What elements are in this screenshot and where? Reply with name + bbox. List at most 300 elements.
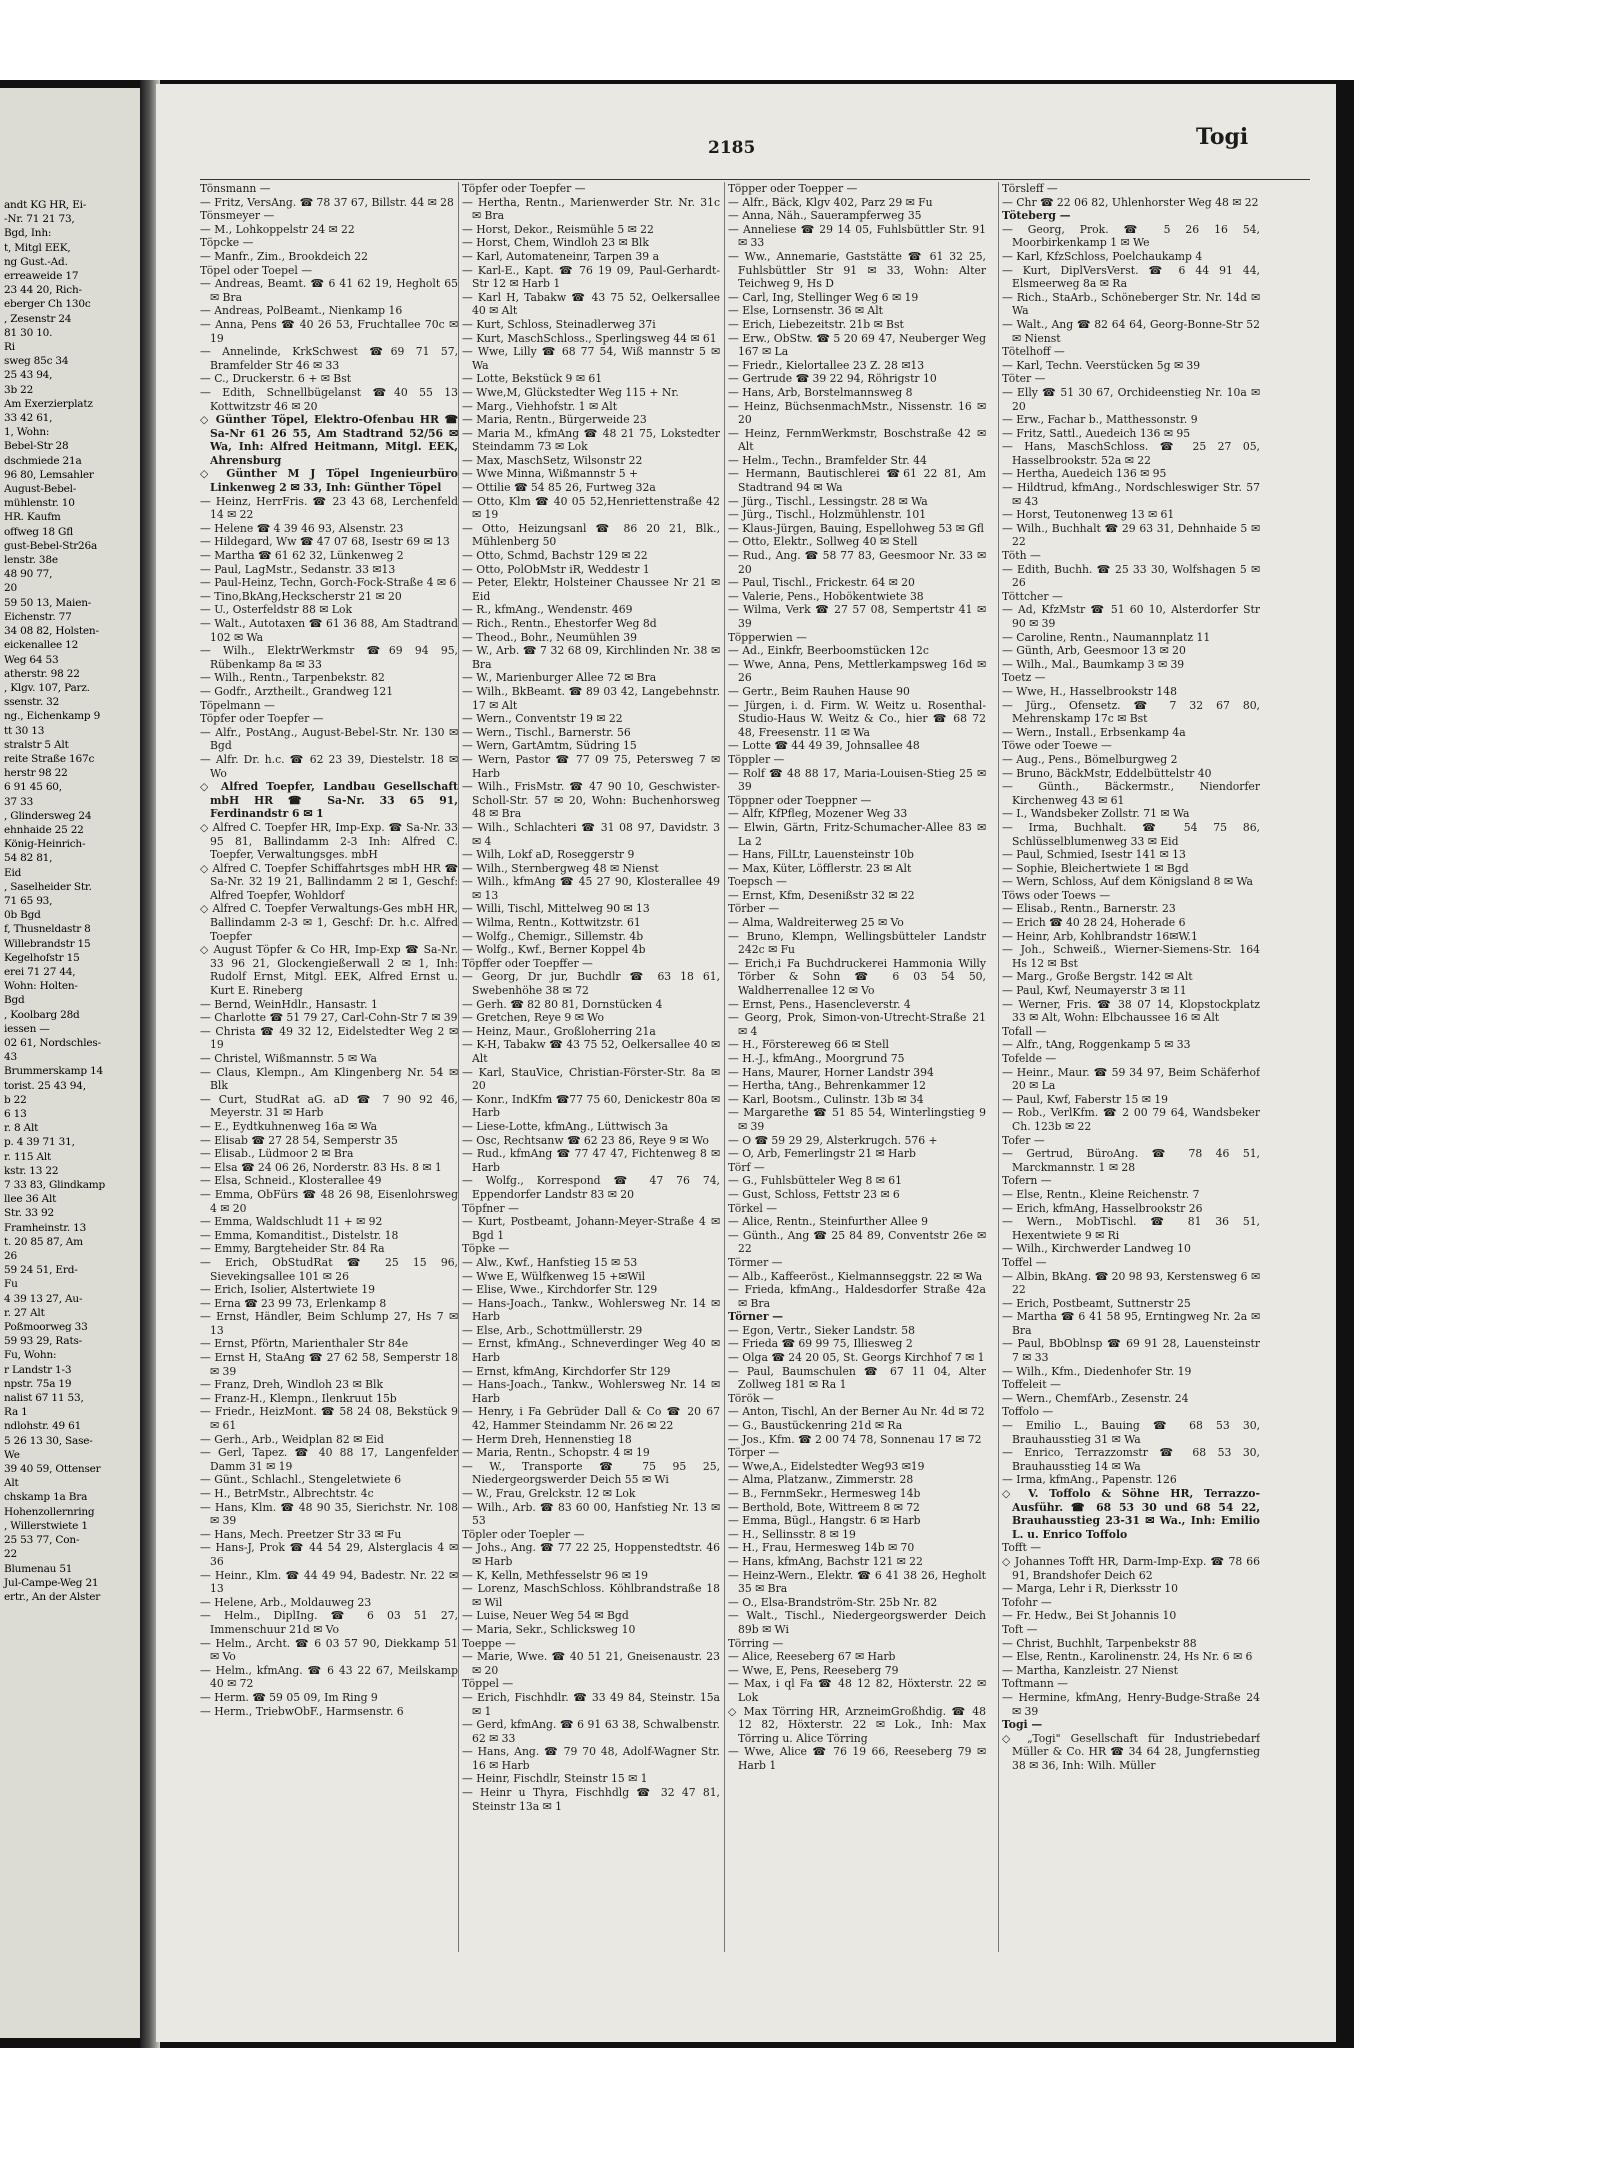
directory-entry: — Claus, Klempn., Am Klingenberg Nr. 54 ✉ Blk	[200, 1065, 458, 1093]
previous-page-line: ehnhaide 25 22	[4, 823, 84, 836]
previous-page-line: , Koolbarg 28d	[4, 1008, 80, 1021]
directory-entry: — Maria, Sekr., Schlicksweg 10	[462, 1622, 636, 1636]
directory-entry: — Erich, Liebezeitstr. 21b ✉ Bst	[728, 317, 904, 331]
directory-entry: — Hans, kfmAng, Bachstr 121 ✉ 22	[728, 1554, 923, 1568]
directory-entry: Toffel —	[1002, 1255, 1047, 1269]
directory-entry: — Bruno, Klempn, Wellingsbütteler Landstr 242c ✉ Fu	[728, 929, 986, 957]
directory-entry: — Ernst H, StaAng ☎ 27 62 58, Semperstr 18 ✉ 39	[200, 1351, 458, 1378]
previous-page-line: nalist 67 11 53,	[4, 1392, 84, 1405]
directory-entry: — Rud., Ang. ☎ 58 77 83, Geesmoor Nr. 33 ✉ 20	[728, 549, 986, 576]
previous-page-line: 81 30 10.	[4, 326, 53, 339]
directory-entry: Török —	[728, 1391, 774, 1405]
directory-entry: — Heinz, HerrFris. ☎ 23 43 68, Lerchenfeld 14 ✉ 22	[200, 494, 458, 522]
directory-entry: Töpffer oder Toepffer —	[462, 956, 593, 970]
previous-page-line: r. 8 Alt	[4, 1122, 39, 1135]
directory-entry: — Marga, Lehr i R, Dierksstr 10	[1002, 1582, 1179, 1596]
previous-page-line: Framheinstr. 13	[4, 1221, 87, 1234]
directory-entry: ◇ Alfred C. Toepfer HR, Imp-Exp. ☎ Sa-Nr. 33 95 81, Ballindamm 2-3 Inh: Alfred C. Toepfer, Verwaltungsges. mbH	[200, 820, 458, 862]
directory-entry: — Christ, Buchhlt, Tarpenbekstr 88	[1002, 1636, 1197, 1650]
directory-entry: Töppner oder Toeppner —	[728, 793, 872, 807]
previous-page-line: f, Thusneldastr 8	[4, 923, 91, 936]
directory-entry: — Irma, kfmAng., Papenstr. 126	[1002, 1473, 1177, 1487]
directory-entry: Toft —	[1002, 1622, 1038, 1636]
directory-entry: — R., kfmAng., Wendenstr. 469	[462, 603, 633, 617]
directory-entry: — Wilh., kfmAng ☎ 45 27 90, Klosterallee 49 ✉ 13	[462, 875, 720, 902]
previous-page-line: r Landstr 1-3	[4, 1363, 72, 1376]
directory-entry: — Wilh, Lokf aD, Roseggerstr 9	[462, 848, 635, 862]
directory-entry: — Fritz, Sattl., Auedeich 136 ✉ 95	[1002, 426, 1191, 440]
previous-page-line: erei 71 27 44,	[4, 965, 76, 978]
directory-entry: Töpfer oder Toepfer —	[200, 712, 324, 726]
directory-entry: — Christel, Wißmannstr. 5 ✉ Wa	[200, 1052, 377, 1065]
directory-entry: — Günth., Bäckermstr., Niendorfer Kirchenweg 43 ✉ 61	[1002, 780, 1260, 807]
directory-entry: — Heinr u Thyra, Fischhdlg ☎ 32 47 81, Steinstr 13a ✉ 1	[462, 1786, 720, 1813]
directory-entry: — Aug., Pens., Bömelburgweg 2	[1002, 752, 1178, 766]
directory-entry: — Wern., Tischl., Barnerstr. 56	[462, 725, 631, 739]
directory-entry: Tofft —	[1002, 1541, 1042, 1555]
previous-page-line: gust-Bebel-Str26a	[4, 539, 98, 552]
directory-entry: — Christa ☎ 49 32 12, Eidelstedter Weg 2 ✉ 19	[200, 1024, 458, 1052]
directory-entry: — Elisab., Lüdmoor 2 ✉ Bra	[200, 1147, 354, 1161]
directory-entry: — Else, Rentn., Kleine Reichenstr. 7	[1002, 1187, 1200, 1201]
directory-entry: — Wilma, Verk ☎ 27 57 08, Sempertstr 41 ✉ 39	[728, 603, 986, 630]
directory-entry: — Wilh., Sternbergweg 48 ✉ Nienst	[462, 861, 659, 875]
previous-page-line: Jul-Campe-Weg 21	[4, 1576, 99, 1589]
directory-entry: — U., Osterfeldstr 88 ✉ Lok	[200, 603, 352, 617]
directory-entry: — Erich,i Fa Buchdruckerei Hammonia Willy Törber & Sohn ☎ 6 03 54 50, Waldherrenallee 12 ✉ Vo	[728, 956, 986, 998]
directory-entry: — Karl, Bootsm., Culinstr. 13b ✉ 34	[728, 1092, 924, 1106]
directory-entry: — Gretchen, Reye 9 ✉ Wo	[462, 1011, 605, 1025]
directory-entry: — Wern., ChemfArb., Zesenstr. 24	[1002, 1391, 1189, 1405]
directory-entry: — Georg, Prok, Simon-von-Utrecht-Straße 21 ✉ 4	[728, 1011, 986, 1038]
directory-column-3	[728, 182, 986, 1772]
previous-page-line: , Saselheider Str.	[4, 880, 92, 893]
directory-entry: — Elisab ☎ 27 28 54, Semperstr 35	[200, 1133, 398, 1147]
directory-entry: — Alfr., PostAng., August-Bebel-Str. Nr. 130 ✉ Bgd	[200, 725, 458, 753]
directory-entry: — Walt., Autotaxen ☎ 61 36 88, Am Stadtrand 102 ✉ Wa	[200, 617, 458, 644]
directory-entry: — H., Sellinsstr. 8 ✉ 19	[728, 1527, 856, 1541]
column-divider	[998, 182, 999, 1952]
previous-page-line: andt KG HR, Ei-	[4, 199, 87, 211]
directory-entry: — Ernst, Pförtn, Marienthaler Str 84e	[200, 1337, 409, 1351]
directory-entry: — Heinz, BüchsenmachMstr., Nissenstr. 16 ✉ 20	[728, 399, 986, 427]
previous-page-line: Ra 1	[4, 1406, 28, 1419]
previous-page-line: Fu	[4, 1278, 18, 1291]
directory-entry: — Gerd, kfmAng. ☎ 6 91 63 38, Schwalbenstr. 62 ✉ 33	[462, 1718, 720, 1745]
directory-entry: — H., BetrMstr., Albrechtstr. 4c	[200, 1487, 374, 1500]
directory-entry: Töpperwien —	[728, 630, 807, 644]
previous-page-line: 26	[4, 1250, 17, 1263]
directory-entry: — Gerh., Arb., Weidplan 82 ✉ Eid	[200, 1432, 384, 1446]
directory-entry: — B., FernmSekr., Hermesweg 14b	[728, 1487, 921, 1500]
directory-entry: — Karl H, Tabakw ☎ 43 75 52, Oelkersallee 40 ✉ Alt	[462, 290, 720, 318]
directory-entry: — Paul, Baumschulen ☎ 67 11 04, Alter Zollweg 181 ✉ Ra 1	[728, 1364, 986, 1392]
directory-entry: ◇ Günther M J Töpel Ingenieurbüro Linkenweg 2 ✉ 33, Inh: Günther Töpel	[200, 467, 458, 495]
directory-entry: — Alice, Rentn., Steinfurther Allee 9	[728, 1215, 928, 1229]
directory-entry: — Wilh., Rentn., Tarpenbekstr. 82	[200, 671, 385, 685]
directory-entry: — Gerl, Tapez. ☎ 40 88 17, Langenfelder Damm 31 ✉ 19	[200, 1446, 458, 1473]
previous-page-line: 3b 22	[4, 383, 34, 396]
directory-entry: — Walt., Ang ☎ 82 64 64, Georg-Bonne-Str 52 ✉ Nienst	[1002, 317, 1260, 345]
directory-entry: — Friedr., HeizMont. ☎ 58 24 08, Bekstück 9 ✉ 61	[200, 1405, 458, 1433]
directory-entry: — Rud., kfmAng ☎ 77 47 47, Fichtenweg 8 ✉ Harb	[462, 1147, 720, 1174]
directory-entry: — Maria M., kfmAng ☎ 48 21 75, Lokstedter Steindamm 73 ✉ Lok	[462, 426, 720, 454]
directory-entry: — Wern., MobTischl. ☎ 81 36 51, Hexentwiete 9 ✉ Ri	[1002, 1215, 1260, 1242]
directory-entry: ◇ Johannes Tofft HR, Darm-Imp-Exp. ☎ 78 66 91, Brandshofer Deich 62	[1002, 1554, 1260, 1582]
directory-entry: Tofelde —	[1002, 1052, 1057, 1065]
directory-entry: — Herm., TriebwObF., Harmsenstr. 6	[200, 1704, 404, 1718]
directory-entry: — Elise, Wwe., Kirchdorfer Str. 129	[462, 1283, 658, 1297]
directory-entry: — Franz, Dreh, Windloh 23 ✉ Blk	[200, 1378, 383, 1392]
previous-page-line: ndlohstr. 49 61	[4, 1420, 82, 1433]
previous-page-line: , Zesenstr 24	[4, 312, 72, 325]
directory-entry: — Elsa ☎ 24 06 26, Norderstr. 83 Hs. 8 ✉ 1	[200, 1160, 442, 1174]
directory-entry: — O ☎ 59 29 29, Alsterkrugch. 576 +	[728, 1133, 938, 1147]
previous-page-line: 25 53 77, Con-	[4, 1534, 80, 1547]
previous-page-line: dschmiede 21a	[4, 454, 82, 467]
directory-entry: — Wilh., ElektrWerkmstr ☎69 94 95, Rübenkamp 8a ✉ 33	[200, 644, 458, 671]
directory-entry: — W., Frau, Grelckstr. 12 ✉ Lok	[462, 1487, 636, 1500]
previous-page-line: 96 80, Lemsahler	[4, 468, 94, 481]
directory-entry: — Fr. Hedw., Bei St Johannis 10	[1002, 1609, 1177, 1623]
directory-entry: Tönsmann —	[200, 182, 271, 195]
directory-entry: — Helene, Arb., Moldauweg 23	[200, 1595, 372, 1609]
directory-entry: ◇ „Togi" Gesellschaft für Industriebedarf Müller & Co. HR ☎ 34 64 28, Jungfernstieg 38 ✉ 36, Inh: Wilh. Müller	[1002, 1731, 1260, 1772]
directory-entry: — Hans, Maurer, Horner Landstr 394	[728, 1065, 934, 1079]
directory-entry: — Wwe E, Wülfkenweg 15 +✉Wil	[462, 1269, 646, 1283]
previous-page-line: 02 61, Nordschles-	[4, 1036, 101, 1049]
directory-entry: — Enrico, Terrazzomstr ☎ 68 53 30, Brauhausstieg 14 ✉ Wa	[1002, 1446, 1260, 1473]
directory-entry: — Georg, Dr jur, Buchdlr ☎ 63 18 61, Swebenhöhe 38 ✉ 72	[462, 970, 720, 998]
directory-entry: — Johs., Ang. ☎ 77 22 25, Hoppenstedtstr. 46 ✉ Harb	[462, 1541, 720, 1568]
previous-page-line: reite Straße 167c	[4, 752, 95, 765]
directory-entry: — Andreas, PolBeamt., Nienkamp 16	[200, 304, 403, 318]
directory-entry: — Max, MaschSetz, Wilsonstr 22	[462, 453, 643, 467]
previous-page-line: , Willerstwiete 1	[4, 1519, 88, 1532]
directory-entry: Töteberg —	[1002, 209, 1071, 223]
previous-page-line: lenstr. 38e	[4, 554, 58, 567]
previous-page-line: eberger Ch 130c	[4, 298, 91, 311]
directory-entry: — Wwe, H., Hasselbrookstr 148	[1002, 684, 1178, 698]
directory-entry: — Ernst, kfmAng., Schneverdinger Weg 40 ✉ Harb	[462, 1337, 720, 1365]
directory-entry: Tofern —	[1002, 1174, 1052, 1188]
directory-entry: — Wwe, Anna, Pens, Mettlerkampsweg 16d ✉ 26	[728, 657, 986, 685]
directory-entry: — Alfr, KfPfleg, Mozener Weg 33	[728, 807, 908, 821]
directory-entry: Toffeleit —	[1002, 1378, 1061, 1392]
directory-entry: — Anna, Pens ☎ 40 26 53, Fruchtallee 70c ✉ 19	[200, 317, 458, 345]
directory-entry: ◇ Alfred Toepfer, Landbau Gesellschaft mbH HR ☎ Sa-Nr. 33 65 91, Ferdinandstr 6 ✉ 1	[200, 780, 458, 821]
directory-entry: Tofohr —	[1002, 1595, 1052, 1609]
directory-entry: — Gerh. ☎ 82 80 81, Dornstücken 4	[462, 997, 663, 1011]
previous-page-line: 59 24 51, Erd-	[4, 1264, 78, 1277]
directory-entry: — Lotte ☎ 44 49 39, Johnsallee 48	[728, 739, 920, 753]
directory-entry: — Alfr., Bäck, Klgv 402, Parz 29 ✉ Fu	[728, 195, 933, 209]
directory-entry: — Wolfg., Kwf., Berner Koppel 4b	[462, 943, 646, 957]
directory-entry: — Heinz, Maur., Großloherring 21a	[462, 1024, 656, 1038]
directory-entry: — Erich ☎ 40 28 24, Hoherade 6	[1002, 916, 1186, 930]
previous-page-line: mühlenstr. 10	[4, 497, 75, 510]
directory-entry: — Gertr., Beim Rauhen Hause 90	[728, 684, 910, 698]
directory-entry: — Georg, Prok. ☎ 5 26 16 54, Moorbirkenkamp 1 ✉ We	[1002, 222, 1260, 250]
previous-page-line: Ri	[4, 341, 15, 354]
directory-entry: — O, Arb, Femerlingstr 21 ✉ Harb	[728, 1147, 916, 1161]
directory-entry: — Rob., VerlKfm. ☎ 2 00 79 64, Wandsbeker Ch. 123b ✉ 22	[1002, 1106, 1260, 1133]
previous-page-line: August-Bebel-	[4, 483, 77, 496]
directory-entry: Töws oder Toews —	[1002, 888, 1111, 902]
previous-page-line: r. 115 Alt	[4, 1150, 52, 1163]
previous-page-line: 1, Wohn:	[4, 426, 50, 439]
directory-entry: — Albin, BkAng. ☎ 20 98 93, Kerstensweg 6 ✉ 22	[1002, 1269, 1260, 1297]
directory-entry: — Alw., Kwf., Hanfstieg 15 ✉ 53	[462, 1255, 638, 1269]
previous-page-line: Willebrandstr 15	[4, 937, 91, 950]
directory-entry: — K-H, Tabakw ☎ 43 75 52, Oelkersallee 40 ✉ Alt	[462, 1038, 720, 1065]
previous-page-line: 71 65 93,	[4, 894, 53, 907]
directory-entry: ◇ Alfred C. Toepfer Verwaltungs-Ges mbH HR, Ballindamm 2-3 ✉ 1, Geschf: Dr. h.c. Alfred Toepfer	[200, 902, 458, 943]
directory-entry: Töpfner —	[462, 1201, 519, 1215]
directory-entry: — Hans, Arb, Borstelmannsweg 8	[728, 385, 913, 399]
directory-entry: Törner —	[728, 1310, 784, 1324]
directory-entry: Töpke —	[462, 1242, 510, 1256]
directory-entry: — Ernst, Pens., Hasencleverstr. 4	[728, 997, 911, 1011]
previous-page-line: Am Exerzierplatz	[4, 397, 93, 410]
directory-entry: — Wilh., Kfm., Diedenhofer Str. 19	[1002, 1364, 1192, 1378]
directory-entry: — Alice, Reeseberg 67 ✉ Harb	[728, 1650, 896, 1664]
directory-entry: Tötelhoff —	[1002, 345, 1065, 359]
directory-entry: — Marie, Wwe. ☎ 40 51 21, Gneisenaustr. 23 ✉ 20	[462, 1650, 720, 1677]
directory-entry: — Paul, Tischl., Frickestr. 64 ✉ 20	[728, 576, 915, 590]
directory-entry: — Anneliese ☎ 29 14 05, Fuhlsbüttler Str. 91 ✉ 33	[728, 222, 986, 250]
previous-page-line: Blumenau 51	[4, 1562, 73, 1575]
directory-entry: — E., Eydtkuhnenweg 16a ✉ Wa	[200, 1119, 378, 1133]
previous-page-line: Str. 33 92	[4, 1207, 55, 1220]
previous-page-line: 37 33	[4, 795, 34, 808]
previous-page-line: p. 4 39 71 31,	[4, 1136, 75, 1149]
directory-entry: — Hermine, kfmAng, Henry-Budge-Straße 24 ✉ 39	[1002, 1690, 1260, 1718]
directory-entry: — Max, i ql Fa ☎ 48 12 82, Höxterstr. 22 ✉ Lok	[728, 1677, 986, 1704]
directory-entry: — Karl-E., Kapt. ☎ 76 19 09, Paul-Gerhardt-Str 12 ✉ Harb 1	[462, 263, 720, 291]
directory-entry: — Wwe,A., Eidelstedter Weg93 ✉19	[728, 1459, 925, 1473]
directory-entry: Toetz —	[1002, 671, 1046, 685]
previous-page-line: Poßmoorweg 33	[4, 1321, 88, 1334]
directory-entry: — Valerie, Pens., Hobökentwiete 38	[728, 589, 924, 603]
directory-entry: — Rolf ☎ 48 88 17, Maria-Louisen-Stieg 25 ✉ 39	[728, 766, 986, 794]
directory-entry: — Paul, Kwf, Faberstr 15 ✉ 19	[1002, 1092, 1169, 1106]
previous-page-line: Hohenzollernring	[4, 1505, 95, 1518]
previous-page-line: ertr., An der Alster	[4, 1590, 101, 1603]
directory-page	[156, 84, 1336, 2042]
directory-entry: — Godfr., Arztheilt., Grandweg 121	[200, 684, 394, 698]
directory-entry: — Paul, BbOblnsp ☎ 69 91 28, Lauensteinstr 7 ✉ 33	[1002, 1337, 1260, 1365]
directory-entry: — Otto, Klm ☎ 40 05 52,Henriettenstraße 42 ✉ 19	[462, 494, 720, 522]
directory-entry: — Wwe, Lilly ☎ 68 77 54, Wiß mannstr 5 ✉ Wa	[462, 345, 720, 372]
directory-entry: — Else, Arb., Schottmüllerstr. 29	[462, 1323, 643, 1337]
directory-entry: — Helm., Archt. ☎ 6 03 57 90, Diekkamp 51 ✉ Vo	[200, 1636, 458, 1664]
previous-page-line: kstr. 13 22	[4, 1164, 59, 1177]
directory-entry: — Hans, Klm. ☎ 48 90 35, Sierichstr. Nr. 108 ✉ 39	[200, 1500, 458, 1528]
directory-entry: — Bruno, BäckMstr, Eddelbüttelstr 40	[1002, 766, 1212, 780]
directory-entry: — Konr., IndKfm ☎77 75 60, Denickestr 80a ✉ Harb	[462, 1092, 720, 1120]
previous-page-line: 6 91 45 60,	[4, 781, 62, 794]
directory-entry: — Egon, Vertr., Sieker Landstr. 58	[728, 1323, 915, 1337]
directory-entry: — Heinz, FernmWerkmstr, Boschstraße 42 ✉ Alt	[728, 426, 986, 454]
directory-entry: ◇ August Töpfer & Co HR, Imp-Exp ☎ Sa-Nr. 33 96 21, Glockengießerwall 2 ✉ 1, Inh: Rudolf Ernst, Mitgl. EEK, Alfred Ernst u. Kurt E. Rineberg	[200, 943, 458, 998]
page-number: 2185	[708, 138, 756, 158]
directory-entry: — Jürg., Tischl., Lessingstr. 28 ✉ Wa	[728, 494, 928, 508]
directory-entry: — Hertha, Rentn., Marienwerder Str. Nr. 31c ✉ Bra	[462, 195, 720, 223]
directory-entry: — Rich., Rentn., Ehestorfer Weg 8d	[462, 617, 657, 630]
directory-entry: Tönsmeyer —	[200, 209, 275, 223]
directory-entry: — Ernst, kfmAng, Kirchdorfer Str 129	[462, 1364, 671, 1378]
directory-entry: — Bernd, WeinHdlr., Hansastr. 1	[200, 997, 378, 1011]
directory-entry: — Herm. ☎ 59 05 09, Im Ring 9	[200, 1690, 378, 1704]
directory-column-4	[1002, 182, 1260, 1772]
directory-entry: — Ernst, Kfm, Desenißstr 32 ✉ 22	[728, 888, 915, 902]
directory-entry: Töth —	[1002, 549, 1041, 563]
directory-entry: — Erich, kfmAng, Hasselbrookstr 26	[1002, 1201, 1203, 1215]
directory-entry: — Maria, Rentn., Schopstr. 4 ✉ 19	[462, 1446, 650, 1460]
directory-entry: — Emma, ObFürs ☎ 48 26 98, Eisenlohrsweg 4 ✉ 20	[200, 1187, 458, 1215]
directory-entry: — Kurt, Postbeamt, Johann-Meyer-Straße 4 ✉ Bgd 1	[462, 1215, 720, 1242]
previous-page-line: 39 40 59, Ottenser	[4, 1463, 101, 1476]
directory-entry: — Elly ☎ 51 30 67, Orchideenstieg Nr. 10a ✉ 20	[1002, 385, 1260, 413]
directory-entry: — Jürgen, i. d. Firm. W. Weitz u. Rosenthal-Studio-Haus W. Weitz & Co., hier ☎ 68 72 48, Freesenstr. 11 ✉ Wa	[728, 698, 986, 739]
directory-entry: Töpelmann —	[200, 698, 275, 712]
directory-entry: — Karl, KfzSchloss, Poelchaukamp 4	[1002, 249, 1203, 263]
previous-page-line: HR. Kaufm	[4, 511, 61, 524]
directory-entry: — Werner, Fris. ☎ 38 07 14, Klopstockplatz 33 ✉ Alt, Wohn: Elbchaussee 16 ✉ Alt	[1002, 997, 1260, 1025]
directory-entry: — Helm., kfmAng. ☎ 6 43 22 67, Meilskamp 40 ✉ 72	[200, 1663, 458, 1691]
directory-entry: — Manfr., Zim., Brookdeich 22	[200, 249, 368, 263]
previous-page-line: , Klgv. 107, Parz.	[4, 681, 90, 694]
directory-entry: — Rich., StaArb., Schöneberger Str. Nr. 14d ✉ Wa	[1002, 290, 1260, 318]
column-divider	[724, 182, 725, 1952]
directory-entry: — Wwe,M, Glückstedter Weg 115 + Nr.	[462, 385, 679, 399]
directory-entry: — Alfr. Dr. h.c. ☎ 62 23 39, Diestelstr. 18 ✉ Wo	[200, 752, 458, 780]
directory-entry: — Wilh., BkBeamt. ☎ 89 03 42, Langebehnstr. 17 ✉ Alt	[462, 684, 720, 712]
previous-page-line: Bgd, Inh:	[4, 227, 52, 240]
directory-entry: — Olga ☎ 24 20 05, St. Georgs Kirchhof 7 ✉ 1	[728, 1351, 985, 1365]
directory-entry: — Fritz, VersAng. ☎ 78 37 67, Billstr. 44 ✉ 28	[200, 195, 454, 209]
directory-entry: — Wolfg., Korrespond ☎ 47 76 74, Eppendorfer Landstr 83 ✉ 20	[462, 1174, 720, 1201]
directory-entry: — Hans, Ang. ☎ 79 70 48, Adolf-Wagner Str. 16 ✉ Harb	[462, 1745, 720, 1772]
directory-entry: — Kurt, Schloss, Steinadlerweg 37i	[462, 317, 656, 331]
previous-page-line: torist. 25 43 94,	[4, 1079, 86, 1092]
directory-entry: — Hildegard, Ww ☎ 47 07 68, Isestr 69 ✉ 13	[200, 535, 450, 549]
directory-entry: — Theod., Bohr., Neumühlen 39	[462, 630, 638, 644]
previous-page-line: eickenallee 12	[4, 639, 79, 652]
previous-page-line: , Glindersweg 24	[4, 809, 92, 822]
directory-entry: Töter —	[1002, 372, 1046, 386]
directory-entry: — Wwe, Alice ☎ 76 19 66, Reeseberg 79 ✉ Harb 1	[728, 1745, 986, 1772]
directory-entry: — Heinz-Wern., Elektr. ☎ 6 41 38 26, Hegholt 35 ✉ Bra	[728, 1568, 986, 1596]
directory-entry: Tofer —	[1002, 1133, 1045, 1147]
directory-entry: — Curt, StudRat aG. aD ☎ 7 90 92 46, Meyerstr. 31 ✉ Harb	[200, 1092, 458, 1120]
directory-entry: — Paul-Heinz, Techn, Gorch-Fock-Straße 4 ✉ 6	[200, 576, 457, 590]
header-rule	[200, 179, 1310, 180]
previous-page-line: 23 44 20, Rich-	[4, 284, 82, 297]
directory-entry: — Wern, Pastor ☎ 77 09 75, Petersweg 7 ✉ Harb	[462, 752, 720, 780]
directory-entry: — Erich, Postbeamt, Suttnerstr 25	[1002, 1296, 1191, 1310]
previous-page-line: Fu, Wohn:	[4, 1349, 57, 1362]
directory-entry: — Emma, Waldschludt 11 + ✉ 92	[200, 1215, 383, 1229]
directory-entry: — Wern, Schloss, Auf dem Königsland 8 ✉ Wa	[1002, 875, 1253, 889]
directory-entry: Törmer —	[728, 1255, 783, 1269]
previous-page-line: 25 43 94,	[4, 369, 53, 382]
previous-page-line: 34 08 82, Holsten-	[4, 625, 99, 638]
directory-entry: — Otto, PolObMstr iR, Weddestr 1	[462, 562, 650, 576]
directory-entry: — Marg., Viehhofstr. 1 ✉ Alt	[462, 399, 618, 413]
directory-entry: — Jürg., Ofensetz. ☎ 7 32 67 80, Mehrenskamp 17c ✉ Bst	[1002, 698, 1260, 726]
previous-page-line: erreaweide 17	[4, 270, 79, 283]
directory-entry: — Ad, KfzMstr ☎ 51 60 10, Alsterdorfer Str 90 ✉ 39	[1002, 603, 1260, 630]
directory-entry: ◇ V. Toffolo & Söhne HR, Terrazzo-Ausführ. ☎ 68 53 30 und 68 54 22, Brauhausstieg 23-31 ✉ Wa., Inh: Emilio L. u. Enrico Toffolo	[1002, 1487, 1260, 1541]
directory-entry: — Alma, Waldreiterweg 25 ✉ Vo	[728, 916, 904, 930]
directory-entry: — Ww., Annemarie, Gaststätte ☎ 61 32 25, Fuhlsbüttler Str 91 ✉ 33, Wohn: Alter Teichweg 9, Hs D	[728, 249, 986, 291]
previous-page-line: Eid	[4, 866, 22, 879]
directory-entry: — Max, Küter, Löfflerstr. 23 ✉ Alt	[728, 861, 912, 875]
directory-entry: — Hans-Joach., Tankw., Wohlersweg Nr. 14 ✉ Harb	[462, 1296, 720, 1324]
previous-page-line: atherstr. 98 22	[4, 667, 80, 680]
directory-entry: Töpfer oder Toepfer —	[462, 182, 586, 195]
directory-entry: — Karl, StauVice, Christian-Förster-Str. 8a ✉ 20	[462, 1065, 720, 1093]
previous-page-line: -Nr. 71 21 73,	[4, 213, 75, 226]
previous-page-line: 0b Bgd	[4, 909, 41, 922]
directory-entry: — Margarethe ☎ 51 85 54, Winterlingstieg 9 ✉ 39	[728, 1106, 986, 1133]
directory-entry: Toftmann —	[1002, 1677, 1069, 1691]
directory-entry: — Horst, Dekor., Reismühle 5 ✉ 22	[462, 222, 654, 236]
directory-entry: — Gertrude ☎ 39 22 94, Röhrigstr 10	[728, 372, 937, 386]
previous-page-line: 59 50 13, Maien-	[4, 596, 92, 609]
directory-entry: Töpel oder Toepel —	[200, 263, 313, 277]
previous-page-line: t. 20 85 87, Am	[4, 1235, 83, 1248]
directory-entry: — Anna, Näh., Sauerampferweg 35	[728, 209, 922, 223]
directory-entry: — Wilh., Arb. ☎ 83 60 00, Hanfstieg Nr. 13 ✉ 53	[462, 1500, 720, 1528]
previous-page-line: Weg 64 53	[4, 653, 59, 666]
directory-entry: — Alb., Kaffeeröst., Kielmannseggstr. 22 ✉ Wa	[728, 1269, 983, 1283]
directory-entry: Töttcher —	[1002, 589, 1063, 603]
previous-page-line: ssenstr. 32	[4, 696, 60, 709]
directory-column-2	[462, 182, 720, 1813]
previous-page-line: herstr 98 22	[4, 767, 68, 780]
directory-entry: ◇ Max Törring HR, ArzneimGroßhdig. ☎ 48 12 82, Höxterstr. 22 ✉ Lok., Inh: Max Törring u. Alice Törring	[728, 1704, 986, 1745]
directory-entry: — Helene ☎ 4 39 46 93, Alsenstr. 23	[200, 521, 404, 535]
directory-entry: — Irma, Buchhalt. ☎ 54 75 86, Schlüsselblumenweg 33 ✉ Eid	[1002, 820, 1260, 848]
directory-entry: — Hans-Joach., Tankw., Wohlersweg Nr. 14 ✉ Harb	[462, 1378, 720, 1405]
directory-entry: — Gertrud, BüroAng. ☎ 78 46 51, Marckmannstr. 1 ✉ 28	[1002, 1147, 1260, 1174]
directory-entry: — Martha, Kanzleistr. 27 Nienst	[1002, 1663, 1178, 1677]
previous-page-line: offweg 18 Gfl	[4, 525, 74, 538]
directory-entry: — Wern, GartAmtm, Südring 15	[462, 739, 637, 753]
directory-entry: ◇ Alfred C. Toepfer Schiffahrtsges mbH HR ☎ Sa-Nr. 32 19 21, Ballindamm 2 ✉ 1, Geschf: Alfred Toepfer, Wohldorf	[200, 861, 458, 902]
directory-entry: — Erw., Fachar b., Matthessonstr. 9	[1002, 413, 1198, 427]
directory-entry: — Erw., ObStw. ☎ 5 20 69 47, Neuberger Weg 167 ✉ La	[728, 331, 986, 359]
directory-entry: — Luise, Neuer Weg 54 ✉ Bgd	[462, 1609, 629, 1623]
directory-entry: — Hildtrud, kfmAng., Nordschleswiger Str. 57 ✉ 43	[1002, 481, 1260, 508]
directory-entry: — Carl, Ing, Stellinger Weg 6 ✉ 19	[728, 290, 919, 304]
previous-page-line: t, Mitgl EEK,	[4, 241, 71, 254]
directory-entry: Törkel —	[728, 1201, 778, 1215]
previous-page-line: iessen —	[4, 1022, 50, 1035]
directory-entry: — Horst, Chem, Windloh 23 ✉ Blk	[462, 236, 649, 250]
directory-entry: — Ernst, Händler, Beim Schlump 27, Hs 7 ✉ 13	[200, 1310, 458, 1337]
directory-entry: — Wilh., Buchhalt ☎ 29 63 31, Dehnhaide 5 ✉ 22	[1002, 521, 1260, 549]
directory-entry: — Berthold, Bote, Wittreem 8 ✉ 72	[728, 1500, 920, 1514]
directory-entry: — Wilh., Schlachteri ☎ 31 08 97, Davidstr. 3 ✉ 4	[462, 820, 720, 848]
previous-page-line: We	[4, 1448, 20, 1461]
directory-entry: — Peter, Elektr, Holsteiner Chaussee Nr 21 ✉ Eid	[462, 576, 720, 603]
previous-page-line: ng., Eichenkamp 9	[4, 710, 101, 723]
directory-entry: — Erich, ObStudRat ☎ 25 15 96, Sievekingsallee 101 ✉ 26	[200, 1255, 458, 1283]
